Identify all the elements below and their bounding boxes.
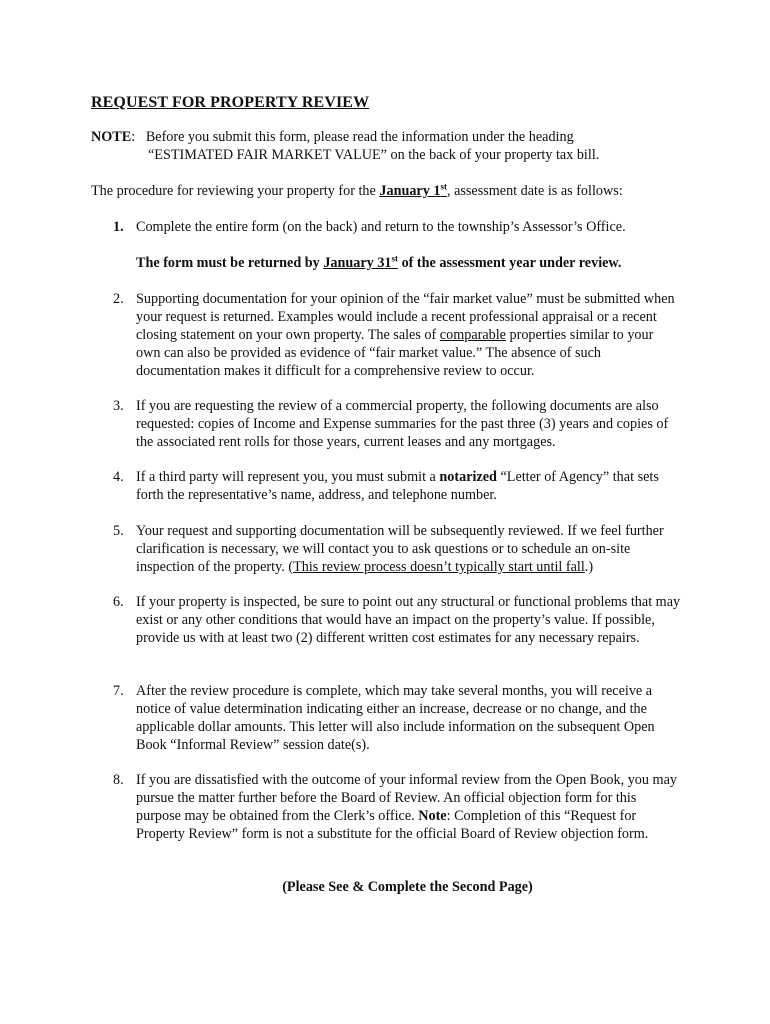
deadline-text-after: of the assessment year under review.	[398, 255, 622, 271]
intro-date-text: January 1	[379, 183, 441, 199]
item-number: 4.	[113, 469, 124, 485]
intro-date-sup: st	[440, 181, 447, 192]
page-title: REQUEST FOR PROPERTY REVIEW	[91, 94, 370, 111]
item-text-part: .)	[584, 559, 594, 575]
deadline-date-text: January 31	[323, 255, 392, 271]
item-text: If your property is inspected, be sure to point out any structural or functional problems that may exist or any other conditions that would have an impact on the property’s value. If possible, provide us with at least two (2) different written cost estimates for any necessary repairs.	[136, 594, 681, 646]
deadline-date	[323, 255, 398, 271]
item-number: 2.	[113, 291, 124, 307]
item-text: If you are requesting the review of a commercial property, the following documents are also requested: copies of Income and Expense summaries for the past three (3) years and copies of the associated rent rolls for those years, current leases and any mortgages.	[136, 398, 669, 450]
item-number: 1.	[113, 219, 124, 235]
item-text-bold: Note	[418, 808, 447, 824]
deadline-date-sup: st	[391, 253, 399, 264]
item-number: 8.	[113, 772, 124, 788]
item-text-part: If a third party will represent you, you must submit a	[136, 469, 440, 485]
note-block: NOTE: Before you submit this form, please read the information under the heading “ESTIMATED FAIR MARKET VALUE” on the back of your property tax bill.	[91, 128, 711, 164]
note-label: NOTE	[91, 129, 132, 145]
item-text-part: Your request and supporting documentation will be subsequently reviewed. If we feel further clarification is necessary, we will contact you to ask questions or to schedule an on-site inspection of the property. (	[136, 523, 664, 575]
item-number: 3.	[113, 398, 124, 414]
note-line-2: “ESTIMATED FAIR MARKET VALUE” on the back of your property tax bill.	[148, 147, 600, 163]
item-text	[136, 290, 681, 380]
item-text-underlined: comparable	[439, 327, 506, 343]
item-text: Complete the entire form (on the back) and return to the township’s Assessor’s Office.	[136, 219, 626, 235]
item-number: 7.	[113, 683, 124, 699]
intro-paragraph	[91, 182, 711, 200]
item-text-part: properties similar to your own can also be provided as evidence of “fair market value.” The absence of such documentation makes it difficult for a comprehensive review to occur.	[136, 327, 654, 379]
item-text	[136, 771, 681, 843]
item-text: After the review procedure is complete, which may take several months, you will receive a notice of value determination indicating either an increase, decrease or no change, and the applicable dollar amounts. This letter will also include information on the subsequent Open Book “Informal Review” session date(s).	[136, 683, 655, 753]
intro-text-after: , assessment date is as follows:	[446, 183, 623, 199]
intro-date	[379, 183, 447, 199]
item-number: 6.	[113, 594, 124, 610]
deadline-text-before: The form must be returned by	[136, 255, 324, 271]
item-text-underlined: This review process doesn’t typically start until fall	[293, 559, 585, 575]
item-text	[136, 468, 681, 504]
closing-note: (Please See & Complete the Second Page)	[282, 879, 533, 895]
item-text-bold: notarized	[439, 469, 497, 485]
note-line-1: Before you submit this form, please read the information under the heading	[145, 129, 574, 145]
item-number: 5.	[113, 523, 124, 539]
item-text-part: Supporting documentation for your opinion of the “fair market value” must be submitted when your request is returned. Examples would include a recent professional appraisal or a recent closing statement on your own property. The sales of	[136, 291, 675, 343]
item-text-part: “Letter of Agency” that sets forth the representative’s name, address, and telephone number.	[136, 469, 659, 503]
item-text-part: If you are dissatisfied with the outcome of your informal review from the Open Book, you may pursue the matter further before the Board of Review. An official objection form for this purpose may be obtained from the Clerk’s office.	[136, 772, 677, 824]
item-text	[136, 522, 681, 576]
intro-text-before: The procedure for reviewing your property for the	[91, 183, 380, 199]
deadline-notice	[136, 254, 696, 272]
item-text-part: : Completion of this “Request for Property Review” form is not a substitute for the official Board of Review objection form.	[136, 808, 649, 842]
